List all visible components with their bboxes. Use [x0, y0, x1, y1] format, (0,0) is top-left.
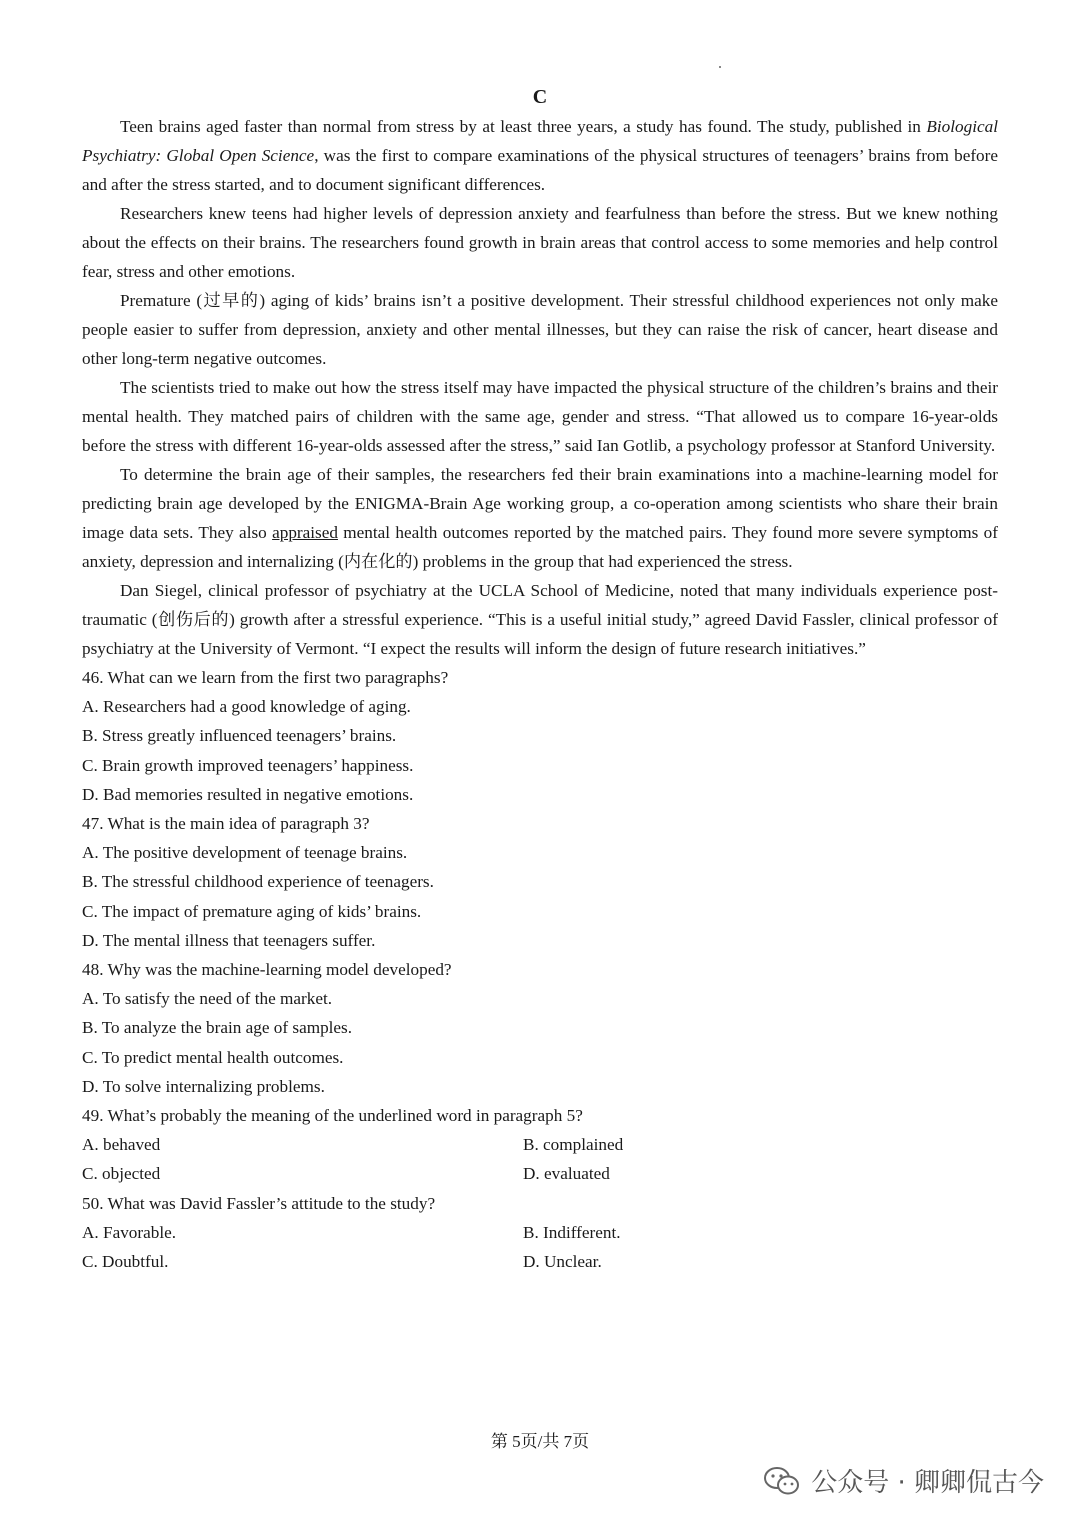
option-d: D. To solve internalizing problems. — [82, 1076, 325, 1096]
paragraph-5-text-a: To determine the brain age of their samples, the researchers fed their brain examinations into a machine-learning model for predicting brain age developed by the ENIGMA-Brain Age working group, a co-operation among scientists who share their brain image data sets. They also — [82, 465, 998, 542]
option-row — [82, 1159, 998, 1188]
question-46 — [82, 663, 998, 809]
option-c: C. Doubtful. — [82, 1252, 169, 1272]
option-b: B. Indifferent. — [523, 1222, 621, 1242]
option-b: B. The stressful childhood experience of teenagers. — [82, 872, 434, 892]
question-stem: 48. Why was the machine-learning model developed? — [82, 960, 452, 980]
option-a: A. The positive development of teenage brains. — [82, 843, 408, 863]
question-47 — [82, 809, 998, 955]
page-number: 第 5页/共 7页 — [490, 1432, 590, 1451]
question-stem: 47. What is the main idea of paragraph 3? — [82, 814, 370, 834]
option-c: C. Brain growth improved teenagers’ happiness. — [82, 755, 414, 775]
page-content — [82, 84, 998, 1276]
question-stem: 50. What was David Fassler’s attitude to the study? — [82, 1193, 436, 1213]
watermark-text: 公众号 · 卿卿侃古今 — [811, 1468, 1044, 1498]
paragraph-2: Researchers knew teens had higher levels of depression anxiety and fearfulness than before the stress. But we knew nothing about the effects on their brains. The researchers found growth in brain areas that control access to some memories and help control fear, stress and other emotions. — [82, 204, 998, 281]
option-b: B. To analyze the brain age of samples. — [82, 1018, 353, 1038]
paragraph-1-text-b: , was the first to compare examinations of the physical structures of teenagers’ brains from before and after the stress started, and to document significant differences. — [82, 146, 998, 194]
underlined-word: appraised — [272, 523, 338, 542]
option-row — [82, 1218, 998, 1247]
question-48 — [82, 955, 998, 1101]
option-a: A. To satisfy the need of the market. — [82, 989, 333, 1009]
option-row — [82, 1130, 998, 1159]
option-d: D. Bad memories resulted in negative emotions. — [82, 784, 414, 804]
option-d: D. evaluated — [523, 1164, 610, 1184]
option-c: C. objected — [82, 1164, 161, 1184]
question-stem: 49. What’s probably the meaning of the underlined word in paragraph 5? — [82, 1106, 583, 1126]
paragraph-1 — [82, 112, 998, 199]
journal-name: Biological Psychiatry: Global Open Science — [82, 117, 998, 165]
question-49 — [82, 1101, 998, 1189]
option-c: C. The impact of premature aging of kids’ brains. — [82, 901, 422, 921]
paragraph-4: The scientists tried to make out how the stress itself may have impacted the physical structure of the children’s brains and their mental health. They matched pairs of children with the same age, gender and stress. “That allowed us to compare 16-year-olds before the stress with different 16-year-olds assessed after the stress,” said Ian Gotlib, a psychology professor at Stanford University. — [82, 378, 998, 455]
option-d: D. Unclear. — [523, 1252, 602, 1272]
paragraph-6: Dan Siegel, clinical professor of psychiatry at the UCLA School of Medicine, noted that many individuals experience post-traumatic (创伤后的) growth after a stressful experience. “This is a useful initial study,” agreed David Fassler, clinical professor of psychiatry at the University of Vermont. “I expect the results will inform the design of future research initiatives.” — [82, 581, 998, 658]
paragraph-5-text-b: mental health outcomes reported by the matched pairs. They found more severe symptoms of anxiety, depression and internalizing (内在化的) problems in the group that had experienced the stress. — [82, 523, 999, 571]
option-b: B. Stress greatly influenced teenagers’ brains. — [82, 726, 397, 746]
option-d: D. The mental illness that teenagers suffer. — [82, 930, 376, 950]
paragraph-1-text-a: Teen brains aged faster than normal from stress by at least three years, a study has found. The study, published in — [120, 117, 927, 136]
watermark — [763, 1462, 1044, 1499]
option-c: C. To predict mental health outcomes. — [82, 1047, 344, 1067]
option-a: A. Favorable. — [82, 1222, 177, 1242]
paragraph-5 — [82, 460, 998, 576]
wechat-icon — [763, 1466, 801, 1496]
scan-speck — [719, 66, 721, 68]
paragraph-3: Premature (过早的) aging of kids’ brains isn’t a positive development. Their stressful childhood experiences not only make people easier to suffer from depression, anxiety and other mental illnesses, but they can raise the risk of cancer, heart disease and other long-term negative outcomes. — [82, 291, 998, 368]
option-row — [82, 1247, 998, 1276]
question-stem: 46. What can we learn from the first two paragraphs? — [82, 668, 449, 687]
question-50 — [82, 1189, 998, 1277]
option-a: A. Researchers had a good knowledge of aging. — [82, 697, 411, 717]
section-title: C — [532, 86, 548, 108]
option-a: A. behaved — [82, 1135, 161, 1155]
option-b: B. complained — [523, 1135, 624, 1155]
